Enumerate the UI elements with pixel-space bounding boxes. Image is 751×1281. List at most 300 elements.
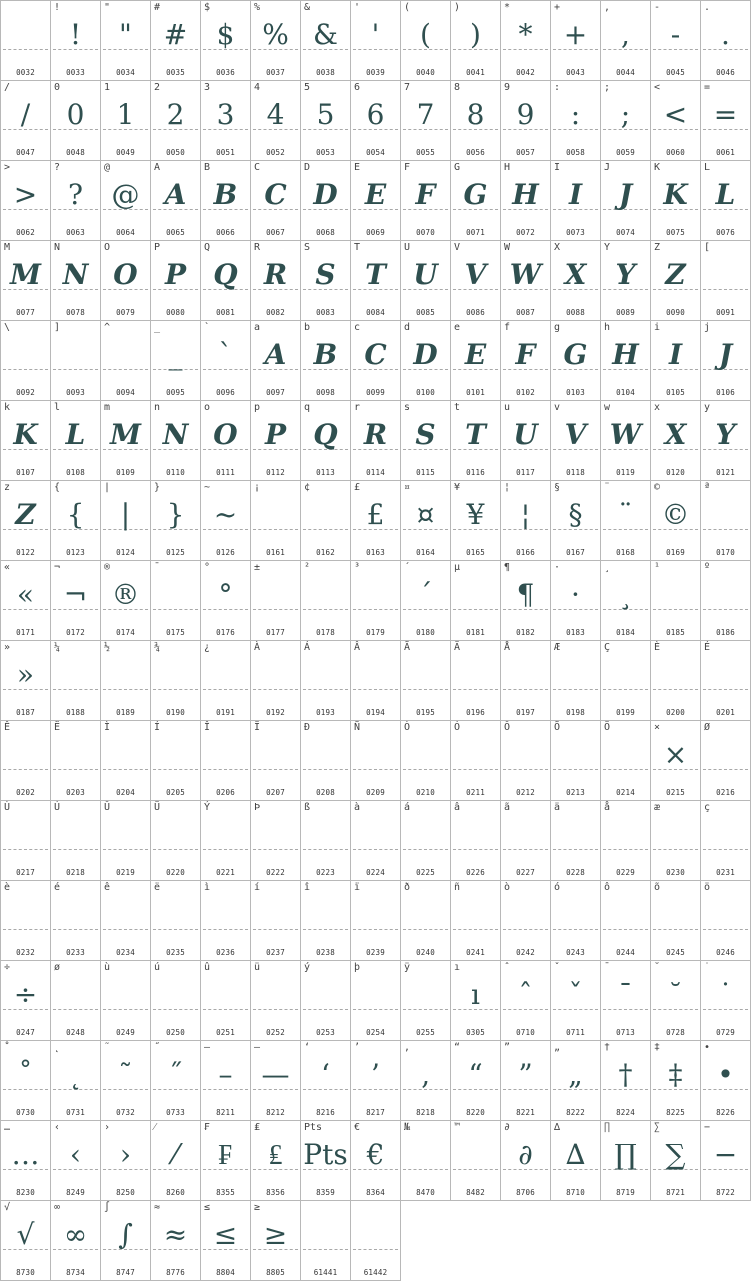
glyph-cell[interactable] — [701, 721, 751, 801]
glyph-cell[interactable] — [151, 161, 201, 241]
glyph-cell[interactable] — [701, 641, 751, 721]
char-code-label: 0052 — [266, 148, 285, 157]
glyph-cell[interactable] — [51, 161, 101, 241]
glyph-preview: ˉ — [618, 978, 633, 1011]
glyph-cell[interactable] — [701, 561, 751, 641]
glyph-cell[interactable] — [551, 401, 601, 481]
glyph-cell[interactable] — [51, 321, 101, 401]
glyph-cell[interactable] — [101, 641, 151, 721]
cell-key-label: G — [454, 162, 461, 173]
glyph-cell[interactable] — [151, 241, 201, 321]
glyph-cell[interactable] — [551, 961, 601, 1041]
glyph-cell[interactable] — [101, 881, 151, 961]
glyph-cell[interactable] — [251, 1201, 301, 1281]
glyph-cell[interactable] — [401, 1, 451, 81]
glyph-cell[interactable] — [151, 881, 201, 961]
glyph-cell[interactable] — [301, 81, 351, 161]
glyph-preview — [251, 975, 300, 1015]
glyph-cell[interactable] — [501, 641, 551, 721]
glyph-cell[interactable] — [101, 1121, 151, 1201]
glyph-cell[interactable] — [201, 1, 251, 81]
glyph-cell[interactable] — [501, 561, 551, 641]
glyph-cell[interactable] — [201, 161, 251, 241]
char-code-label: 0207 — [266, 788, 285, 797]
glyph-cell[interactable] — [701, 161, 751, 241]
char-code-label: 0086 — [466, 308, 485, 317]
glyph-cell[interactable] — [651, 481, 701, 561]
glyph-cell[interactable] — [251, 1, 301, 81]
glyph-preview: £ — [366, 498, 385, 531]
glyph-cell[interactable] — [601, 1121, 651, 1201]
glyph-cell[interactable] — [551, 1041, 601, 1121]
glyph-cell[interactable] — [551, 241, 601, 321]
char-code-label: 0250 — [166, 1028, 185, 1037]
glyph-cell[interactable] — [201, 321, 251, 401]
char-code-label: 0713 — [616, 1028, 635, 1037]
glyph-preview: | — [120, 498, 131, 531]
glyph-cell[interactable] — [451, 561, 501, 641]
glyph-preview: R — [263, 258, 288, 291]
glyph-cell[interactable] — [701, 1, 751, 81]
glyph-cell[interactable] — [501, 161, 551, 241]
glyph-cell[interactable] — [651, 321, 701, 401]
glyph-cell[interactable] — [201, 81, 251, 161]
glyph-cell[interactable] — [301, 961, 351, 1041]
cell-key-label: € — [354, 1122, 361, 1133]
glyph-cell[interactable] — [51, 1041, 101, 1121]
glyph-cell[interactable] — [151, 721, 201, 801]
char-code-label: 0102 — [516, 388, 535, 397]
glyph-cell[interactable] — [351, 1, 401, 81]
glyph-cell[interactable] — [401, 321, 451, 401]
glyph-cell[interactable] — [301, 881, 351, 961]
glyph-cell[interactable] — [251, 961, 301, 1041]
glyph-cell[interactable] — [401, 721, 451, 801]
glyph-cell[interactable] — [601, 81, 651, 161]
glyph-cell[interactable] — [151, 81, 201, 161]
char-code-label: 0040 — [416, 68, 435, 77]
glyph-preview: J — [718, 338, 733, 371]
glyph-preview — [451, 815, 500, 855]
glyph-cell[interactable] — [201, 881, 251, 961]
glyph-cell[interactable] — [601, 881, 651, 961]
glyph-cell[interactable] — [201, 721, 251, 801]
glyph-cell[interactable] — [451, 801, 501, 881]
glyph-cell[interactable] — [401, 1121, 451, 1201]
glyph-cell[interactable] — [401, 641, 451, 721]
glyph-cell[interactable] — [551, 801, 601, 881]
glyph-cell[interactable] — [501, 481, 551, 561]
glyph-cell[interactable] — [351, 721, 401, 801]
glyph-cell[interactable] — [251, 721, 301, 801]
glyph-cell[interactable] — [151, 961, 201, 1041]
glyph-cell[interactable] — [1, 801, 51, 881]
glyph-cell[interactable] — [451, 881, 501, 961]
glyph-cell[interactable] — [251, 1121, 301, 1201]
glyph-cell[interactable] — [101, 1041, 151, 1121]
glyph-cell[interactable] — [101, 561, 151, 641]
glyph-cell[interactable] — [101, 1, 151, 81]
glyph-cell[interactable] — [51, 81, 101, 161]
cell-key-label: * — [504, 2, 511, 13]
glyph-cell[interactable] — [351, 481, 401, 561]
glyph-cell[interactable] — [351, 641, 401, 721]
glyph-cell[interactable] — [301, 721, 351, 801]
glyph-cell[interactable] — [301, 1, 351, 81]
glyph-cell[interactable] — [551, 561, 601, 641]
glyph-cell[interactable] — [251, 481, 301, 561]
cell-key-label: J — [604, 162, 611, 173]
glyph-cell[interactable] — [651, 1, 701, 81]
glyph-cell[interactable] — [701, 401, 751, 481]
glyph-preview: … — [11, 1138, 40, 1171]
glyph-cell[interactable] — [251, 321, 301, 401]
glyph-cell[interactable] — [451, 641, 501, 721]
glyph-cell[interactable] — [701, 961, 751, 1041]
glyph-preview — [451, 1135, 500, 1175]
char-code-label: 8359 — [316, 1188, 335, 1197]
glyph-cell[interactable] — [201, 1201, 251, 1281]
glyph-cell[interactable] — [651, 561, 701, 641]
glyph-cell[interactable] — [301, 1201, 351, 1281]
glyph-cell[interactable] — [251, 81, 301, 161]
glyph-cell[interactable] — [1, 481, 51, 561]
glyph-cell[interactable] — [651, 721, 701, 801]
glyph-cell[interactable] — [101, 81, 151, 161]
cell-key-label: V — [454, 242, 461, 253]
glyph-cell[interactable] — [51, 1, 101, 81]
cell-key-label: Ü — [154, 802, 161, 813]
glyph-cell[interactable] — [401, 801, 451, 881]
glyph-cell[interactable] — [451, 1121, 501, 1201]
glyph-cell[interactable] — [151, 401, 201, 481]
char-code-label: 0126 — [216, 548, 235, 557]
glyph-cell[interactable] — [201, 1041, 251, 1121]
glyph-cell[interactable] — [651, 401, 701, 481]
glyph-cell[interactable] — [351, 81, 401, 161]
glyph-cell[interactable] — [101, 241, 151, 321]
glyph-cell[interactable] — [651, 641, 701, 721]
glyph-cell[interactable] — [51, 1121, 101, 1201]
glyph-cell[interactable] — [151, 1201, 201, 1281]
glyph-cell[interactable] — [501, 81, 551, 161]
glyph-cell[interactable] — [451, 401, 501, 481]
glyph-cell[interactable] — [601, 721, 651, 801]
glyph-cell[interactable] — [251, 881, 301, 961]
glyph-cell[interactable] — [501, 1, 551, 81]
glyph-cell[interactable] — [251, 161, 301, 241]
glyph-cell[interactable] — [501, 961, 551, 1041]
glyph-cell[interactable] — [151, 641, 201, 721]
glyph-cell[interactable] — [601, 401, 651, 481]
cell-key-label: ’ — [354, 1042, 361, 1053]
glyph-cell[interactable] — [1, 721, 51, 801]
glyph-cell[interactable] — [701, 1121, 751, 1201]
glyph-cell[interactable] — [501, 881, 551, 961]
glyph-cell[interactable] — [1, 561, 51, 641]
glyph-cell[interactable] — [651, 81, 701, 161]
glyph-cell[interactable] — [301, 241, 351, 321]
glyph-cell[interactable] — [251, 401, 301, 481]
glyph-cell[interactable] — [401, 81, 451, 161]
glyph-cell[interactable] — [1, 401, 51, 481]
glyph-cell[interactable] — [301, 1121, 351, 1201]
glyph-cell[interactable] — [51, 481, 101, 561]
glyph-cell[interactable] — [51, 241, 101, 321]
glyph-cell[interactable] — [551, 721, 601, 801]
char-code-label: 0123 — [66, 548, 85, 557]
glyph-cell[interactable] — [651, 1041, 701, 1121]
glyph-cell[interactable] — [151, 1041, 201, 1121]
glyph-cell[interactable] — [1, 961, 51, 1041]
char-code-label: 0182 — [516, 628, 535, 637]
glyph-cell[interactable] — [351, 241, 401, 321]
glyph-cell[interactable] — [251, 241, 301, 321]
glyph-cell[interactable] — [301, 401, 351, 481]
glyph-cell[interactable] — [351, 1121, 401, 1201]
char-code-label: 8776 — [166, 1268, 185, 1277]
glyph-cell[interactable] — [601, 481, 651, 561]
glyph-cell[interactable] — [651, 1121, 701, 1201]
glyph-cell[interactable] — [151, 321, 201, 401]
glyph-cell[interactable] — [251, 1041, 301, 1121]
glyph-cell[interactable] — [201, 561, 251, 641]
glyph-cell[interactable] — [351, 961, 401, 1041]
cell-key-label: ~ — [204, 482, 211, 493]
glyph-cell[interactable] — [301, 641, 351, 721]
glyph-cell[interactable] — [551, 1, 601, 81]
glyph-cell[interactable] — [51, 961, 101, 1041]
glyph-cell[interactable] — [1, 1121, 51, 1201]
glyph-cell[interactable] — [1, 1041, 51, 1121]
glyph-cell[interactable] — [351, 161, 401, 241]
glyph-cell[interactable] — [101, 401, 151, 481]
glyph-cell[interactable] — [301, 321, 351, 401]
glyph-cell[interactable] — [51, 641, 101, 721]
glyph-cell[interactable] — [501, 241, 551, 321]
glyph-cell[interactable] — [1, 241, 51, 321]
glyph-preview: + — [563, 18, 588, 51]
glyph-cell[interactable] — [351, 1041, 401, 1121]
glyph-cell[interactable] — [51, 561, 101, 641]
glyph-cell[interactable] — [101, 721, 151, 801]
glyph-cell[interactable] — [301, 161, 351, 241]
glyph-cell[interactable] — [101, 321, 151, 401]
glyph-cell[interactable] — [551, 161, 601, 241]
glyph-cell[interactable] — [51, 881, 101, 961]
glyph-cell[interactable] — [551, 881, 601, 961]
glyph-cell[interactable] — [501, 721, 551, 801]
glyph-cell[interactable] — [551, 321, 601, 401]
glyph-preview — [301, 815, 350, 855]
glyph-cell[interactable] — [701, 321, 751, 401]
glyph-preview — [501, 735, 550, 775]
glyph-cell[interactable] — [451, 1, 501, 81]
cell-key-label: S — [304, 242, 311, 253]
glyph-cell[interactable] — [551, 81, 601, 161]
glyph-cell[interactable] — [401, 881, 451, 961]
glyph-cell[interactable] — [551, 641, 601, 721]
glyph-cell[interactable] — [201, 1121, 251, 1201]
glyph-cell[interactable] — [101, 961, 151, 1041]
glyph-cell[interactable] — [601, 1, 651, 81]
glyph-cell[interactable] — [651, 961, 701, 1041]
glyph-cell[interactable] — [651, 801, 701, 881]
cell-key-label: ¶ — [504, 562, 511, 573]
glyph-cell[interactable] — [351, 401, 401, 481]
cell-key-label: ¥ — [454, 482, 461, 493]
char-code-label: 8734 — [66, 1268, 85, 1277]
char-code-label: 61441 — [313, 1268, 338, 1277]
glyph-preview — [101, 735, 150, 775]
glyph-cell[interactable] — [451, 161, 501, 241]
glyph-cell[interactable] — [151, 481, 201, 561]
cell-key-label: ¿ — [204, 642, 211, 653]
glyph-cell[interactable] — [451, 1041, 501, 1121]
glyph-cell[interactable] — [201, 801, 251, 881]
glyph-cell[interactable] — [451, 321, 501, 401]
glyph-cell[interactable] — [351, 881, 401, 961]
cell-key-label: − — [704, 1122, 711, 1133]
glyph-cell[interactable] — [451, 481, 501, 561]
char-code-label: 0077 — [16, 308, 35, 317]
glyph-cell[interactable] — [501, 1121, 551, 1201]
cell-key-label: 1 — [104, 82, 111, 93]
glyph-preview — [251, 495, 300, 535]
glyph-cell[interactable] — [101, 801, 151, 881]
char-code-label: 8221 — [516, 1108, 535, 1117]
glyph-cell[interactable] — [301, 801, 351, 881]
char-code-label: 0098 — [316, 388, 335, 397]
glyph-cell[interactable] — [601, 241, 651, 321]
glyph-cell[interactable] — [451, 241, 501, 321]
glyph-cell[interactable] — [101, 481, 151, 561]
glyph-cell[interactable] — [151, 1121, 201, 1201]
glyph-cell[interactable] — [401, 961, 451, 1041]
glyph-cell[interactable] — [401, 241, 451, 321]
char-code-label: 0240 — [416, 948, 435, 957]
glyph-cell[interactable] — [401, 481, 451, 561]
glyph-cell[interactable] — [501, 801, 551, 881]
glyph-cell[interactable] — [401, 561, 451, 641]
glyph-cell[interactable] — [351, 801, 401, 881]
glyph-cell[interactable] — [501, 401, 551, 481]
glyph-cell[interactable] — [51, 721, 101, 801]
cell-key-label: Û — [104, 802, 111, 813]
glyph-cell[interactable] — [501, 1041, 551, 1121]
glyph-cell[interactable] — [151, 1, 201, 81]
cell-key-label: r — [354, 402, 361, 413]
glyph-cell[interactable] — [1, 1201, 51, 1281]
char-code-label: 0210 — [416, 788, 435, 797]
glyph-cell[interactable] — [251, 801, 301, 881]
glyph-cell[interactable] — [201, 481, 251, 561]
char-code-label: 0248 — [66, 1028, 85, 1037]
cell-key-label: ´ — [404, 562, 411, 573]
cell-key-label: ˉ — [604, 962, 611, 973]
glyph-cell[interactable] — [601, 1041, 651, 1121]
char-code-label: 0198 — [566, 708, 585, 717]
char-code-label: 0213 — [566, 788, 585, 797]
glyph-cell[interactable] — [351, 1201, 401, 1281]
glyph-cell[interactable] — [151, 561, 201, 641]
glyph-cell[interactable] — [701, 1041, 751, 1121]
glyph-cell[interactable] — [201, 961, 251, 1041]
glyph-cell[interactable] — [101, 1201, 151, 1281]
glyph-cell[interactable] — [651, 881, 701, 961]
glyph-cell[interactable] — [201, 241, 251, 321]
glyph-cell[interactable] — [51, 801, 101, 881]
glyph-cell[interactable] — [351, 561, 401, 641]
glyph-cell[interactable] — [1, 641, 51, 721]
glyph-cell[interactable] — [351, 321, 401, 401]
glyph-cell[interactable] — [601, 161, 651, 241]
glyph-cell[interactable] — [451, 721, 501, 801]
cell-key-label: Z — [654, 242, 661, 253]
glyph-cell[interactable] — [551, 1121, 601, 1201]
glyph-cell[interactable] — [501, 321, 551, 401]
glyph-cell[interactable] — [51, 1201, 101, 1281]
glyph-preview: D — [313, 178, 338, 211]
glyph-cell[interactable] — [51, 401, 101, 481]
glyph-preview: E — [464, 338, 487, 371]
glyph-cell[interactable] — [251, 561, 301, 641]
glyph-cell[interactable] — [651, 241, 701, 321]
glyph-cell[interactable] — [701, 241, 751, 321]
glyph-preview: S — [415, 418, 436, 451]
glyph-cell[interactable] — [601, 561, 651, 641]
glyph-cell[interactable] — [451, 961, 501, 1041]
char-code-label: 0236 — [216, 948, 235, 957]
glyph-cell[interactable] — [201, 401, 251, 481]
glyph-cell[interactable] — [601, 801, 651, 881]
glyph-cell[interactable] — [301, 561, 351, 641]
glyph-cell[interactable] — [551, 481, 601, 561]
glyph-cell[interactable] — [101, 161, 151, 241]
glyph-cell[interactable] — [1, 321, 51, 401]
glyph-cell[interactable] — [701, 801, 751, 881]
glyph-cell[interactable] — [301, 481, 351, 561]
glyph-cell[interactable] — [401, 401, 451, 481]
char-code-label: 0180 — [416, 628, 435, 637]
glyph-cell[interactable] — [451, 81, 501, 161]
glyph-cell[interactable] — [201, 641, 251, 721]
glyph-cell[interactable] — [1, 1, 51, 81]
char-code-label: 0212 — [516, 788, 535, 797]
glyph-cell[interactable] — [651, 161, 701, 241]
glyph-cell[interactable] — [701, 481, 751, 561]
glyph-cell[interactable] — [301, 1041, 351, 1121]
glyph-cell[interactable] — [401, 161, 451, 241]
cell-key-label: ô — [604, 882, 611, 893]
cell-key-label: ˚ — [4, 1042, 11, 1053]
cell-key-label: \ — [4, 322, 11, 333]
glyph-cell[interactable] — [401, 1041, 451, 1121]
glyph-cell[interactable] — [601, 321, 651, 401]
char-code-label: 0252 — [266, 1028, 285, 1037]
glyph-cell[interactable] — [1, 81, 51, 161]
glyph-cell[interactable] — [1, 161, 51, 241]
glyph-cell[interactable] — [251, 641, 301, 721]
glyph-cell[interactable] — [601, 961, 651, 1041]
glyph-preview: X — [664, 418, 687, 451]
char-code-label: 0249 — [116, 1028, 135, 1037]
glyph-cell[interactable] — [151, 801, 201, 881]
glyph-cell[interactable] — [701, 881, 751, 961]
glyph-cell[interactable] — [1, 881, 51, 961]
glyph-cell[interactable] — [701, 81, 751, 161]
glyph-cell[interactable] — [601, 641, 651, 721]
